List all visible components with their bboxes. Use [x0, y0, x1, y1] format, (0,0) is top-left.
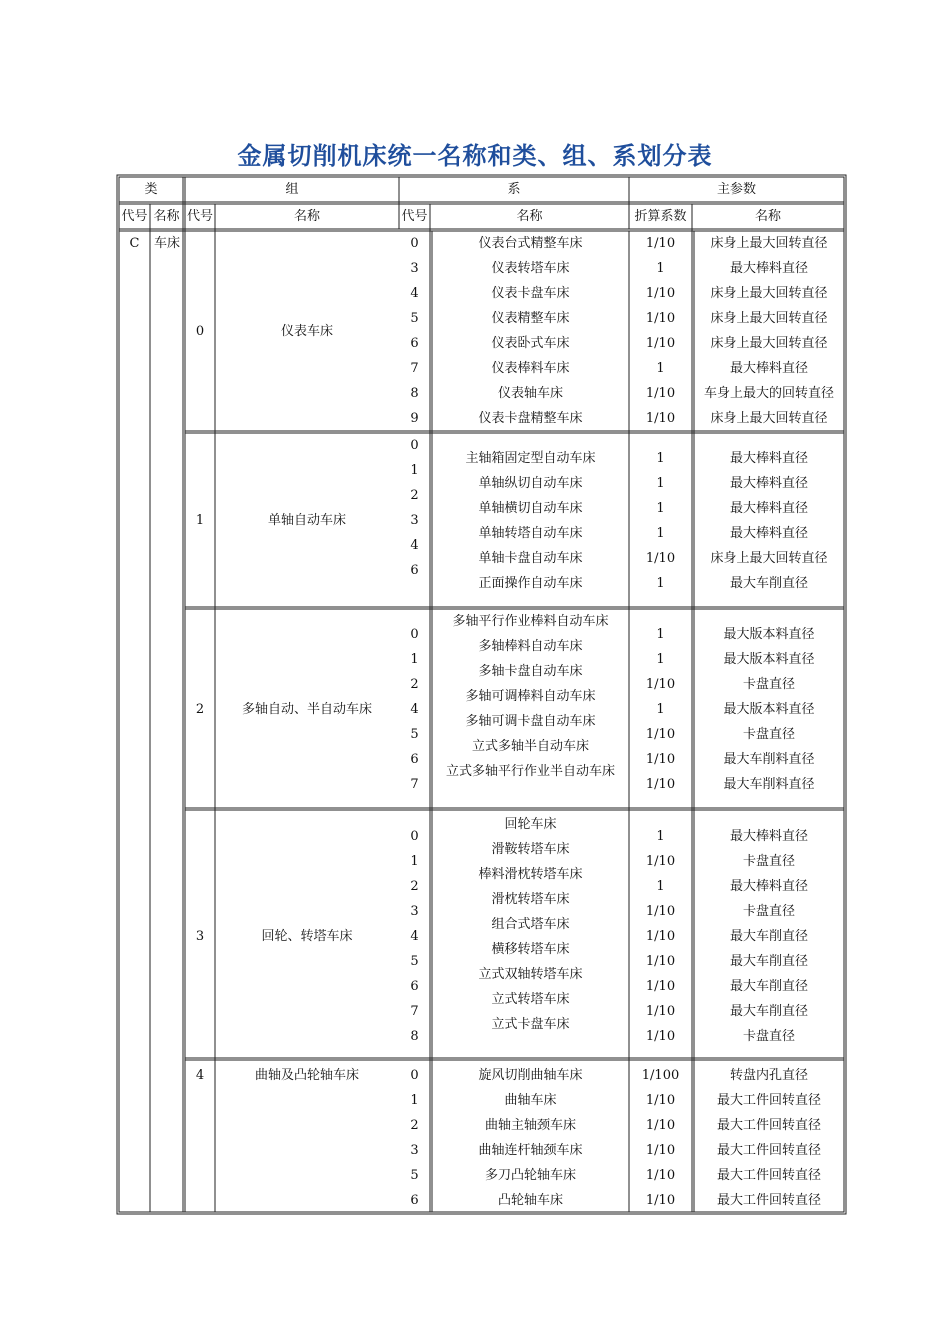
table-cell: 1/10 — [645, 954, 676, 969]
table-cell: 仪表卡盘精整车床 — [478, 411, 583, 426]
table-cell: 1/10 — [645, 904, 676, 919]
table-cell: 最大棒料直径 — [729, 361, 808, 376]
table-cell: 组合式塔车床 — [491, 917, 570, 932]
table-cell: 1/10 — [645, 1004, 676, 1019]
table-cell: 1/10 — [645, 1029, 676, 1044]
group-code: 1 — [195, 513, 205, 528]
table-cell: 凸轮轴车床 — [497, 1193, 563, 1208]
table-cell: 单轴转塔自动车床 — [478, 526, 583, 541]
table-cell: 4 — [410, 538, 419, 553]
table-cell: 最大棒料直径 — [729, 829, 808, 844]
series-code-list — [399, 824, 430, 1049]
group-code: 0 — [195, 324, 205, 339]
table-cell: 卡盘直径 — [742, 677, 795, 692]
table-cell: 1/10 — [645, 236, 676, 251]
table-cell: 主轴箱固定型自动车床 — [465, 451, 596, 466]
table-cell: 最大工件回转直径 — [716, 1168, 821, 1183]
table-cell: 最大棒料直径 — [729, 501, 808, 516]
table-cell: 0 — [410, 438, 419, 453]
table-cell: 1/10 — [645, 386, 676, 401]
table-cell: 5 — [410, 1168, 419, 1183]
table-cell: 最大车削料直径 — [723, 777, 815, 792]
table-cell: 仪表棒料车床 — [491, 361, 570, 376]
table-cell: 最大车削料直径 — [723, 752, 815, 767]
table-cell: 床身上最大回转直径 — [710, 551, 828, 566]
header-lei: 类 — [144, 182, 158, 197]
table-cell: 2 — [410, 677, 419, 692]
table-cell: 9 — [410, 411, 419, 426]
table-cell: 立式多轴平行作业半自动车床 — [445, 764, 615, 779]
table-cell: 1 — [410, 854, 419, 869]
table-cell: 最大版本料直径 — [723, 627, 815, 642]
header-zu-mingcheng: 名称 — [293, 209, 320, 224]
table-cell: 滑鞍转塔车床 — [491, 842, 570, 857]
table-cell: 1/10 — [645, 1193, 676, 1208]
table-cell: 卡盘直径 — [742, 904, 795, 919]
table-cell: 1 — [656, 702, 665, 717]
table-cell: 1/10 — [645, 411, 676, 426]
table-cell: 仪表精整车床 — [491, 311, 570, 326]
factor-list — [629, 824, 692, 1049]
table-cell: 横移转塔车床 — [491, 942, 570, 957]
table-cell: 最大车削直径 — [729, 929, 808, 944]
header-zu: 组 — [285, 182, 299, 197]
table-cell: 最大棒料直径 — [729, 476, 808, 491]
table-cell: 1 — [656, 627, 665, 642]
table-cell: 最大车削直径 — [729, 1004, 808, 1019]
table-cell: 6 — [410, 1193, 419, 1208]
table-cell: 1 — [656, 261, 665, 276]
factor-list — [629, 231, 692, 431]
table-cell: 立式双轴转塔车床 — [478, 967, 583, 982]
table-cell: 1 — [656, 829, 665, 844]
table-cell: 7 — [410, 777, 419, 792]
table-cell: 最大车削直径 — [729, 979, 808, 994]
table-cell: 1/10 — [645, 1143, 676, 1158]
table-cell: 最大棒料直径 — [729, 261, 808, 276]
series-code-list — [399, 622, 430, 797]
table-cell: 仪表轴车床 — [497, 386, 563, 401]
table-cell: 床身上最大回转直径 — [710, 311, 828, 326]
group-name: 曲轴及凸轮轴车床 — [254, 1068, 359, 1083]
table-cell: 8 — [410, 1029, 419, 1044]
table-cell: 1/10 — [645, 1093, 676, 1108]
table-cell: 转盘内孔直径 — [729, 1068, 808, 1083]
table-cell: 4 — [410, 929, 419, 944]
series-name-list — [432, 609, 629, 784]
table-cell: 正面操作自动车床 — [478, 576, 583, 591]
table-cell: 旋风切削曲轴车床 — [478, 1068, 583, 1083]
table-cell: 单轴纵切自动车床 — [478, 476, 583, 491]
table-cell: 多轴卡盘自动车床 — [478, 664, 583, 679]
table-cell: 5 — [410, 727, 419, 742]
table-cell: 2 — [410, 879, 419, 894]
table-cell: 3 — [410, 261, 419, 276]
table-cell: 5 — [410, 954, 419, 969]
header-xi-daihao: 代号 — [401, 209, 428, 224]
series-code-list — [399, 231, 430, 431]
series-name-list — [432, 812, 629, 1037]
table-cell: 棒料滑枕转塔车床 — [478, 867, 583, 882]
group-name: 多轴自动、半自动车床 — [241, 702, 372, 717]
table-cell: 1/10 — [645, 551, 676, 566]
table-cell: 3 — [410, 1143, 419, 1158]
table-cell: 车身上最大的回转直径 — [703, 386, 834, 401]
table-cell: 0 — [410, 236, 419, 251]
table-cell: 1/10 — [645, 752, 676, 767]
table-cell: 多轴可调棒料自动车床 — [465, 689, 596, 704]
table-cell: 6 — [410, 752, 419, 767]
table-cell: 1 — [656, 526, 665, 541]
table-cell: 1/10 — [645, 1118, 676, 1133]
table-cell: 仪表转塔车床 — [491, 261, 570, 276]
table-cell: 多轴棒料自动车床 — [478, 639, 583, 654]
table-cell: 床身上最大回转直径 — [710, 286, 828, 301]
table-cell: 1 — [410, 652, 419, 667]
table-cell: 6 — [410, 979, 419, 994]
table-cell: 1/10 — [645, 286, 676, 301]
table-cell: 1/10 — [645, 979, 676, 994]
table-cell: 1 — [656, 879, 665, 894]
header-zhucanshu: 主参数 — [716, 182, 756, 197]
table-cell: 1/10 — [645, 1168, 676, 1183]
table-cell: 1/10 — [645, 929, 676, 944]
table-cell: 0 — [410, 1068, 419, 1083]
table-cell: 1 — [410, 463, 419, 478]
table-cell: 多轴平行作业棒料自动车床 — [452, 614, 609, 629]
table-cell: 5 — [410, 311, 419, 326]
table-cell: 7 — [410, 361, 419, 376]
param-list — [694, 622, 844, 797]
group-code: 2 — [195, 702, 205, 717]
param-list — [694, 446, 844, 596]
table-cell: 4 — [410, 702, 419, 717]
table-cell: 1 — [410, 1093, 419, 1108]
table-cell: 1/10 — [645, 677, 676, 692]
series-name-list — [432, 1063, 629, 1213]
factor-list — [629, 446, 692, 596]
group-code: 4 — [195, 1068, 205, 1083]
table-cell: 1/10 — [645, 854, 676, 869]
param-list — [694, 824, 844, 1049]
table-cell: 最大车削直径 — [729, 954, 808, 969]
table-cell: 立式卡盘车床 — [491, 1017, 570, 1032]
table-cell: 1/10 — [645, 777, 676, 792]
header-lei-daihao: 代号 — [121, 209, 148, 224]
table-cell: 曲轴主轴颈车床 — [484, 1118, 576, 1133]
table-cell: 最大版本料直径 — [723, 702, 815, 717]
param-list — [694, 231, 844, 431]
series-name-list — [432, 231, 629, 431]
group-name: 仪表车床 — [280, 324, 333, 339]
header-canshu-mingcheng: 名称 — [754, 209, 781, 224]
factor-list — [629, 622, 692, 797]
category-code: C — [129, 236, 140, 251]
table-cell: 多轴可调卡盘自动车床 — [465, 714, 596, 729]
table-cell: 立式转塔车床 — [491, 992, 570, 1007]
table-cell: 4 — [410, 286, 419, 301]
table-cell: 仪表台式精整车床 — [478, 236, 583, 251]
table-cell: 最大棒料直径 — [729, 526, 808, 541]
group-name: 回轮、转塔车床 — [261, 929, 353, 944]
table-cell: 床身上最大回转直径 — [710, 236, 828, 251]
table-cell: 床身上最大回转直径 — [710, 411, 828, 426]
table-cell: 1 — [656, 576, 665, 591]
table-cell: 最大工件回转直径 — [716, 1093, 821, 1108]
table-cell: 0 — [410, 829, 419, 844]
page-title: 金属切削机床统一名称和类、组、系划分表 — [237, 142, 713, 170]
table-cell: 最大工件回转直径 — [716, 1193, 821, 1208]
table-cell: 3 — [410, 513, 419, 528]
table-cell: 1 — [656, 476, 665, 491]
table-cell: 回轮车床 — [504, 817, 557, 832]
table-cell: 6 — [410, 336, 419, 351]
table-cell: 2 — [410, 488, 419, 503]
group-code: 3 — [195, 929, 205, 944]
table-cell: 最大棒料直径 — [729, 879, 808, 894]
param-list — [694, 1063, 844, 1213]
table-cell: 最大工件回转直径 — [716, 1118, 821, 1133]
table-cell: 卡盘直径 — [742, 854, 795, 869]
table-cell: 0 — [410, 627, 419, 642]
table-cell: 单轴卡盘自动车床 — [478, 551, 583, 566]
table-cell: 滑枕转塔车床 — [491, 892, 570, 907]
series-code-list — [399, 1063, 430, 1213]
table-cell: 最大棒料直径 — [729, 451, 808, 466]
table-cell: 多刀凸轮轴车床 — [484, 1168, 576, 1183]
group-name: 单轴自动车床 — [267, 513, 346, 528]
header-xi-mingcheng: 名称 — [516, 209, 543, 224]
table-cell: 1 — [656, 652, 665, 667]
table-cell: 1 — [656, 361, 665, 376]
table-cell: 曲轴车床 — [504, 1093, 557, 1108]
header-xi: 系 — [507, 182, 521, 197]
table-cell: 卡盘直径 — [742, 727, 795, 742]
table-cell: 1/100 — [641, 1068, 680, 1083]
table-cell: 1 — [656, 451, 665, 466]
table-cell: 1 — [656, 501, 665, 516]
table-cell: 2 — [410, 1118, 419, 1133]
table-cell: 卡盘直径 — [742, 1029, 795, 1044]
table-cell: 仪表卡盘车床 — [491, 286, 570, 301]
table-cell: 最大车削直径 — [729, 576, 808, 591]
series-name-list — [432, 446, 629, 596]
table-cell: 7 — [410, 1004, 419, 1019]
header-lei-mingcheng: 名称 — [153, 209, 180, 224]
header-zu-daihao: 代号 — [186, 209, 213, 224]
category-name: 车床 — [153, 236, 180, 251]
table-cell: 仪表卧式车床 — [491, 336, 570, 351]
table-cell: 6 — [410, 563, 419, 578]
table-cell: 最大工件回转直径 — [716, 1143, 821, 1158]
series-code-list — [399, 433, 430, 583]
header-zhesuan: 折算系数 — [634, 209, 687, 224]
table-cell: 最大版本料直径 — [723, 652, 815, 667]
table-cell: 1/10 — [645, 336, 676, 351]
table-cell: 曲轴连杆轴颈车床 — [478, 1143, 583, 1158]
table-cell: 单轴横切自动车床 — [478, 501, 583, 516]
table-cell: 1/10 — [645, 311, 676, 326]
table-cell: 8 — [410, 386, 419, 401]
table-cell: 1/10 — [645, 727, 676, 742]
factor-list — [629, 1063, 692, 1213]
table-cell: 床身上最大回转直径 — [710, 336, 828, 351]
table-cell: 3 — [410, 904, 419, 919]
table-cell: 立式多轴半自动车床 — [471, 739, 589, 754]
